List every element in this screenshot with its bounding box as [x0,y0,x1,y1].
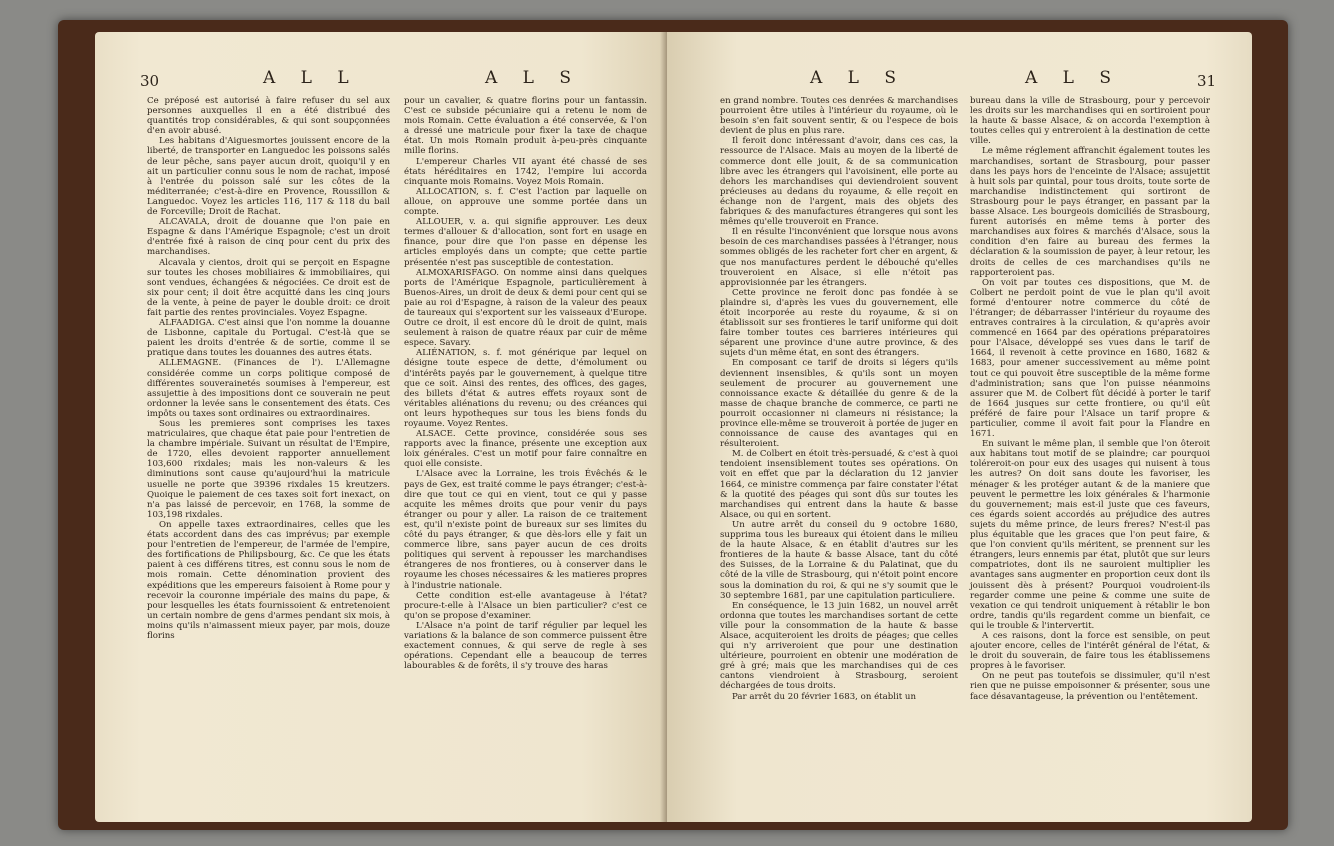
left-column-1 [147,96,390,641]
right-running-head-right: A L S [1025,68,1122,88]
paragraph: M. de Colbert en étoit très-persuadé, & c'est à quoi tendoient insensiblement toutes ses opérations. On voit en effet que par la déclaration du 12 janvier 1664, ce ministre commença par faire constater l'état & la quotité des péages qui sont dûs sur toutes les marchandises qui entrent dans la haute & basse Alsace, ou qui en sortent. [720,449,958,520]
paragraph: On voit par toutes ces dispositions, que M. de Colbert ne perdoit point de vue le plan qu'il avoit formé d'entourer notre commerce du côté de l'étranger; de débarrasser l'intérieur du royaume des entraves contraires à la circulation, & qu'après avoir commencé en 1664 par des opérations préparatoires pour l'Alsace, développé ses vues dans le tarif de 1664, il revenoit à cette province en 1680, 1682 & 1683, pour amener successivement au même point tout ce qui pouvoit être susceptible de la même forme d'administration; sans que l'on puisse néanmoins assurer que M. de Colbert fût décidé à porter le tarif de 1664 jusques sur cette frontiere, ou qu'il eût préféré de faire pour l'Alsace un tarif propre & particulier, comme il avoit fait pour la Flandre en 1671. [970,277,1210,440]
paragraph: bureau dans la ville de Strasbourg, pour y percevoir les droits sur les marchandises qui en sortiroient pour la haute & basse Alsace, & on accorda l'exemption à toutes celles qui y entreroient à la destination de cette ville. [970,96,1210,147]
left-column-2 [404,96,647,671]
paragraph: Il en résulte l'inconvénient que lorsque nous avons besoin de ces marchandises passées à l'étranger, nous sommes obligés de les racheter fort cher en argent, & que nos manufactures perdent le débouché qu'elles trouveroient en Alsace, si elle n'étoit pas approvisionnée par les étrangers. [720,227,958,288]
paragraph: ALFAADIGA. C'est ainsi que l'on nomme la douanne de Lisbonne, capitale du Portugal. C'est-là que se paient les droits d'entrée & de sortie, comme il se pratique dans toutes les douannes des autres états. [147,318,390,359]
left-running-head-left: A L L [263,68,359,88]
paragraph: ALCAVALA, droit de douanne que l'on paie en Espagne & dans l'Amérique Espagnole; c'est un droit d'entrée fixé à raison de cinq pour cent du prix des marchandises. [147,217,390,258]
paragraph: ALSACE. Cette province, considérée sous ses rapports avec la finance, présente une exception aux loix générales. C'est un motif pour faire connaître en quoi elle consiste. [404,429,647,470]
paragraph: pour un cavalier, & quatre florins pour un fantassin. C'est ce subside pécuniaire qui a retenu le nom de mois Romain. Cette évaluation a été conservée, & l'on a dressé une matricule pour fixer la taxe de chaque état. Un mois Romain produit à-peu-près cinquante mille florins. [404,96,647,157]
paragraph: Cette province ne feroit donc pas fondée à se plaindre si, d'après les vues du gouvernement, elle étoit incorporée au reste du royaume, & si on établissoit sur ses frontieres le tarif uniforme qui doit faire tomber toutes ces barrieres intérieures qui séparent une province d'une autre province, & des sujets d'un même état, en sont des étrangers. [720,287,958,359]
paragraph: L'Alsace n'a point de tarif régulier par lequel les variations & la balance de son commerce puissent être exactement connues, & qui serve de regle à ses opérations. Cependant elle a beaucoup de terres labourables & de forêts, il s'y trouve des haras [404,620,647,672]
paragraph: ALIÉNATION, s. f. mot générique par lequel on désigne toute espece de dette, d'émolument ou d'intérêts payés par le gouvernement, à quelque titre que ce soit. Ainsi des rentes, des offices, des gages, des billets d'état & autres effets royaux sont de véritables aliénations du revenu; ou des créances qui ont leurs hypotheques sur tous les biens fonds du royaume. Voyez Rentes. [404,348,647,429]
paragraph: Un autre arrêt du conseil du 9 octobre 1680, supprima tous les bureaux qui étoient dans le milieu de la haute Alsace, & en établit d'autres sur les frontieres de la haute & basse Alsace, tant du côté des Suisses, de la Lorraine & du Palatinat, que du côté de la ville de Strasbourg, qui n'étoit point encore sous la domination du roi, & qui ne s'y soumit que le 30 septembre 1681, par une capitulation particuliere. [720,519,958,601]
right-column-2 [970,96,1210,702]
paragraph: Alcavala y cientos, droit qui se perçoit en Espagne sur toutes les choses mobiliaires & immobiliaires, qui sont vendues, échangées & négociées. Ce droit est de six pour cent; il doit être acquitté dans les cinq jours de la vente, à peine de payer le double droit: ce droit fait partie des rentes provinciales. Voyez Espagne. [147,257,390,318]
paragraph: ALMOXARISFAGO. On nomme ainsi dans quelques ports de l'Amérique Espagnole, particulièrement à Buenos-Aires, un droit de deux & demi pour cent qui se paie au roi d'Espagne, à raison de la valeur des peaux de taureaux qui s'exportent sur les vaisseaux d'Europe. Outre ce droit, il est encore dû le droit de quint, mais seulement à raison de quatre réaux par cuir de même espece. Savary. [404,267,647,349]
left-running-head-right: A L S [485,68,582,88]
paragraph: En conséquence, le 13 juin 1682, un nouvel arrêt ordonna que toutes les marchandises sortant de cette ville pour la consommation de la haute & basse Alsace, acquiteroient les droits de péages; que celles qui n'y arriveroient que pour une destination ultérieure, pourroient en obtenir une modération de gré à gré; mais que les marchandises qui de ces cantons viendroient à Strasbourg, seroient déchargées de tous droits. [720,600,958,692]
paragraph: On appelle taxes extraordinaires, celles que les états accordent dans des cas imprévus; par exemple pour l'entretien de l'empereur, de l'armée de l'empire, des fortifications de Philipsbourg, &c. Ce que les états paient à ces différens titres, est connu sous le nom de mois romain. Cette dénomination provient des expéditions que les empereurs faisoient à Rome pour y recevoir la couronne impériale des mains du pape, & pour lesquelles les états fournissoient & entretenoient un certain nombre de gens d'armes pendant six mois, à moins qu'ils n'aimassent mieux payer, par mois, douze florins [147,519,390,641]
right-column-1 [720,96,958,702]
paragraph: ALLEMAGNE. (Finances de l'). L'Allemagne considérée comme un corps politique composé de différentes souverainetés soumises à l'empereur, est assujettie à des impositions dont ce souverain ne peut ordonner la levée sans le consentement des états. Ces impôts ou taxes sont ordinaires ou extraordinaires. [147,358,390,419]
paragraph: En composant ce tarif de droits si légers qu'ils deviennent insensibles, & qu'ils sont un moyen seulement de procurer au gouvernement une connoissance exacte & détaillée du genre & de la masse de chaque branche de commerce, ce parti ne pourroit occasionner ni clameurs ni résistance; la province elle-même se trouveroit à portée de juger en connoissance de cause des avantages qui en résulteroient. [720,358,958,450]
left-page-number: 30 [140,72,160,90]
paragraph: Sous les premieres sont comprises les taxes matriculaires, que chaque état paie pour l'entretien de la chambre impériale. Suivant un résultat de l'Empire, de 1720, elles devoient rapporter annuellement 103,600 rixdales; mais les non-valeurs & les diminutions sont cause qu'aujourd'hui la matricule usuelle ne porte que 39396 rixdales 15 kreutzers. Quoique le paiement de ces taxes soit fort inexact, on n'a pas laissé de percevoir, en 1768, la somme de 103,198 rixdales. [147,419,390,520]
paragraph: ALLOUER, v. a. qui signifie approuver. Les deux termes d'allouer & d'allocation, sont fort en usage en finance, pour dire que l'on passe en dépense les articles employés dans un compte; que cette partie présentée n'est pas susceptible de contestation. [404,217,647,268]
right-running-head-left: A L S [810,68,907,88]
paragraph: Le même réglement affranchit également toutes les marchandises, sortant de Strasbourg, pour passer dans les pays hors de l'enceinte de l'Alsace; assujettit à huit sols par quintal, pour tous droits, toute sorte de marchandise indistinctement qui sortiront de Strasbourg pour le pays étranger, en passant par la basse Alsace. Les bourgeois domiciliés de Strasbourg, furent autorisés en même tems à porter des marchandises aux foires & marchés d'Alsace, sous la condition d'en faire au bureau des fermes la déclaration & la soumission de payer, à leur retour, les droits de celles de ces marchandises qu'ils ne rapporteroient pas. [970,146,1210,278]
paragraph: On ne peut pas toutefois se dissimuler, qu'il n'est rien que ne puisse empoisonner & présenter, sous une face désavantageuse, la prévention ou l'entêtement. [970,671,1210,702]
right-page [667,32,1252,822]
paragraph: L'empereur Charles VII ayant été chassé de ses états héréditaires en 1742, l'empire lui accorda cinquante mois Romains. Voyez Mois Romain. [404,156,647,187]
paragraph: Les habitans d'Aiguesmortes jouissent encore de la liberté, de transporter en Languedoc les poissons salés de leur pêche, sans payer aucun droit, quoiqu'il y en ait un particulier connu sous le nom de rachat, imposé à l'entrée du poisson salé sur les côtes de la méditerranée; c'est-à-dire en Provence, Roussillon & Languedoc. Voyez les articles 116, 117 & 118 du bail de Forceville; Droit de Rachat. [147,136,390,218]
paragraph: En suivant le même plan, il semble que l'on ôteroit aux habitans tout motif de se plaindre; car pourquoi toléreroit-on pour eux des usages qui nuisent à tous les autres? On doit sans doute les favoriser, les ménager & les protéger autant & de la maniere que peuvent le permettre les loix générales & l'harmonie du gouvernement; mais est-il juste que ces faveurs, ces égards soient accordés au préjudice des autres sujets du même prince, de leurs freres? N'est-il pas plus équitable que les graces que l'on peut faire, & que l'on convient qu'ils méritent, se prennent sur les étrangers, leurs ennemis par état, plutôt que sur leurs compatriotes, dont ils ne sauroient multiplier les avantages sans augmenter en proportion ceux dont ils jouissent dès à présent? Pourquoi voudroient-ils regarder comme une peine & comme une suite de vexation ce qui tendroit uniquement à rétablir le bon ordre, tandis qu'ils regardent comme un bienfait, ce qui le trouble & l'intervertit. [970,439,1210,631]
left-page [95,32,667,822]
paragraph: ALLOCATION, s. f. C'est l'action par laquelle on alloue, on approuve une somme portée dans un compte. [404,186,647,218]
paragraph: en grand nombre. Toutes ces denrées & marchandises pourroient être utiles à l'intérieur du royaume, où le besoin s'en fait souvent sentir, & ou l'espece de bois devient de plus en plus rare. [720,96,958,137]
right-page-number: 31 [1197,72,1217,90]
paragraph: Par arrêt du 20 février 1683, on établit un [732,691,916,702]
paragraph: Ce préposé est autorisé à faire refuser du sel aux personnes auxquelles il en a été distribué des quantités trop considérables, & qui sont soupçonnées d'en avoir abusé. [147,96,390,137]
paragraph: Cette condition est-elle avantageuse à l'état? procure-t-elle à l'Alsace un bien particulier? c'est ce qu'on se propose d'examiner. [404,590,647,621]
paragraph: L'Alsace avec la Lorraine, les trois Évêchés & le pays de Gex, est traité comme le pays étranger; c'est-à-dire que tout ce qui en vient, tout ce qui y passe acquite les mêmes droits que pour venir du pays étranger ou pour y aller. La raison de ce traitement est, qu'il n'existe point de bureaux sur ses limites du côté du pays étranger, & que dès-lors elle y fait un commerce libre, sans payer aucun de ces droits politiques qui servent à repousser les marchandises étrangeres de nos frontieres, ou à conserver dans le royaume les choses nécessaires & les matieres propres à l'industrie nationale. [404,469,647,591]
paragraph: Il feroit donc intéressant d'avoir, dans ces cas, la ressource de l'Alsace. Mais au moyen de la liberté de commerce dont elle jouit, & de sa communication libre avec les étrangers qui l'avoisinent, elle porte au dehors les marchandises qui deviendroient souvent précieuses au dedans du royaume, & elle reçoit en échange non de l'argent, mais des objets des fabriques & des manufactures étrangeres qui sont les mêmes qu'elle trouveroit en France. [720,136,958,228]
paragraph: A ces raisons, dont la force est sensible, on peut ajouter encore, celles de l'intérêt général de l'état, & le droit du souverain, de faire tous les établissemens propres à le favoriser. [970,630,1210,672]
